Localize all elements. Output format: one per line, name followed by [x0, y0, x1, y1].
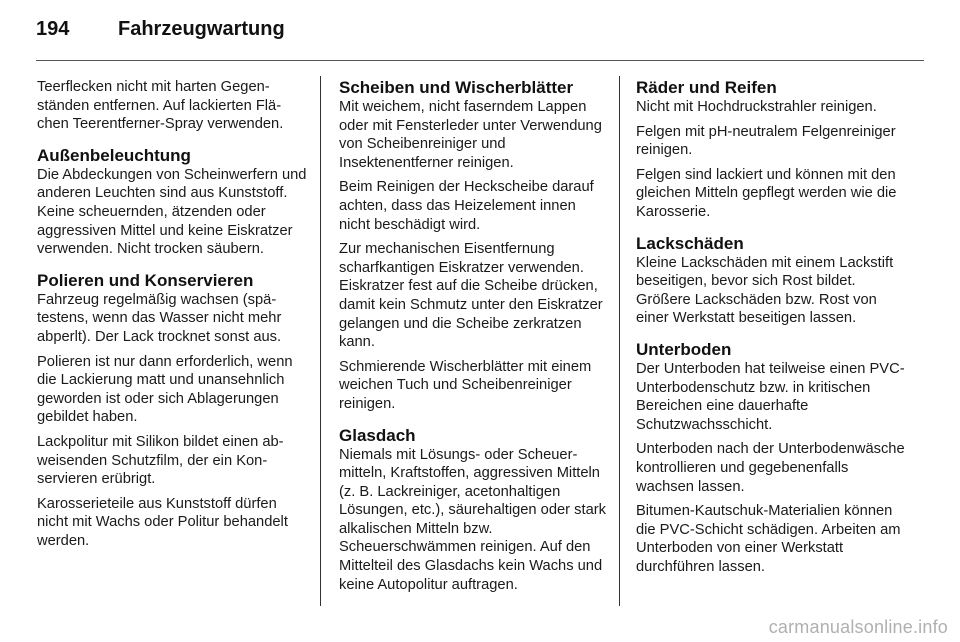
page-number: 194: [36, 18, 70, 40]
page-title: Fahrzeugwartung: [118, 18, 285, 40]
section-wheels-tyres: [636, 78, 906, 222]
section-heading: Räder und Reifen: [636, 78, 777, 97]
text-column-3: [636, 78, 906, 576]
column-divider: [320, 76, 321, 606]
paragraph: Teerflecken nicht mit harten Gegenständen entfernen. Auf lackierten Flächen Teerentferner-Spray verwenden.: [37, 79, 284, 133]
section-heading: Polieren und Konservieren: [37, 270, 254, 290]
paragraph: Die Abdeckungen von Scheinwerfern und anderen Leuchten sind aus Kunststoff. Keine scheuernden, ätzenden oder aggressiven Mittel und keine Eiskratzer verwenden. Nicht trocken säubern.: [37, 166, 307, 258]
section-heading: Unterboden: [636, 339, 732, 359]
paragraph: Bitumen-Kautschuk-Materialien können die PVC-Schicht schädigen. Arbeiten am Unterboden von einer Werkstatt durchführen lassen.: [636, 503, 901, 575]
watermark: carmanualsonline.info: [768, 617, 948, 637]
section-heading: Lackschäden: [636, 233, 744, 253]
paragraph: Fahrzeug regelmäßig wachsen (spätestens, wenn das Wasser nicht mehr abperlt). Der Lack trocknet sonst aus.: [37, 291, 282, 345]
column-divider: [619, 76, 620, 606]
section-polishing: [37, 271, 307, 551]
header-divider: [36, 60, 924, 61]
paragraph: Der Unterboden hat teilweise einen PVC-Unterbodenschutz bzw. in kritischen Bereichen eine dauerhafte Schutzwachsschicht.: [636, 360, 905, 433]
paragraph: Unterboden nach der Unterbodenwäsche kontrollieren und gegebenenfalls wachsen lassen.: [636, 441, 905, 495]
section-heading: Außenbeleuchtung: [37, 145, 191, 165]
paragraph: Nicht mit Hochdruckstrahler reinigen.: [636, 99, 877, 115]
section-tar-stains: [37, 78, 307, 134]
text-column-2: [339, 78, 609, 594]
section-glass-roof: [339, 426, 609, 595]
paragraph: Mit weichem, nicht faserndem Lappen oder mit Fensterleder unter Verwendung von Scheibenreiniger und Insektenentferner reinigen.: [339, 99, 602, 171]
paragraph: Lackpolitur mit Silikon bildet einen abweisenden Schutzfilm, der ein Konservieren erübrigt.: [37, 433, 284, 488]
paragraph: Felgen mit pH-neutralem Felgenreiniger reinigen.: [636, 123, 896, 159]
section-paint-damage: [636, 234, 906, 328]
page-header: [36, 18, 285, 48]
section-heading: Glasdach: [339, 425, 416, 445]
section-underbody: [636, 340, 906, 577]
paragraph: Niemals mit Lösungs- oder Scheuermitteln, Kraftstoffen, aggressiven Mitteln (z. B. Lackreiniger, acetonhaltigen Lösungen, etc.), säurehaltigen oder stark alkalischen Mitteln bzw. Scheuerschwämmen reinigen. Auf den Mittelteil des Glasdachs kein Wachs und keine Autopolitur auftragen.: [339, 446, 606, 593]
section-exterior-lighting: [37, 146, 307, 259]
paragraph: Beim Reinigen der Heckscheibe darauf achten, dass das Heizelement innen nicht beschädigt wird.: [339, 179, 594, 233]
paragraph: Felgen sind lackiert und können mit den gleichen Mitteln gepflegt werden wie die Karosserie.: [636, 166, 897, 220]
text-column-1: [37, 78, 307, 550]
section-heading: Scheiben und Wischerblätter: [339, 78, 574, 97]
paragraph: Zur mechanischen Eisentfernung scharfkantigen Eiskratzer verwenden. Eiskratzer fest auf die Scheibe drücken, damit kein Schmutz unter den Eiskratzer gelangen und die Scheibe zerkratzen kann.: [339, 241, 603, 351]
section-windows-wipers: [339, 78, 609, 414]
paragraph: Polieren ist nur dann erforderlich, wenn die Lackierung matt und unansehnlich geworden ist oder sich Ablagerungen gebildet haben.: [37, 353, 293, 426]
paragraph: Karosserieteile aus Kunststoff dürfen nicht mit Wachs oder Politur behandelt werden.: [37, 495, 288, 549]
paragraph: Kleine Lackschäden mit einem Lackstift beseitigen, bevor sich Rost bildet. Größere Lackschäden bzw. Rost von einer Werkstatt beseitigen lassen.: [636, 254, 894, 327]
paragraph: Schmierende Wischerblätter mit einem weichen Tuch und Scheibenreiniger reinigen.: [339, 358, 592, 412]
